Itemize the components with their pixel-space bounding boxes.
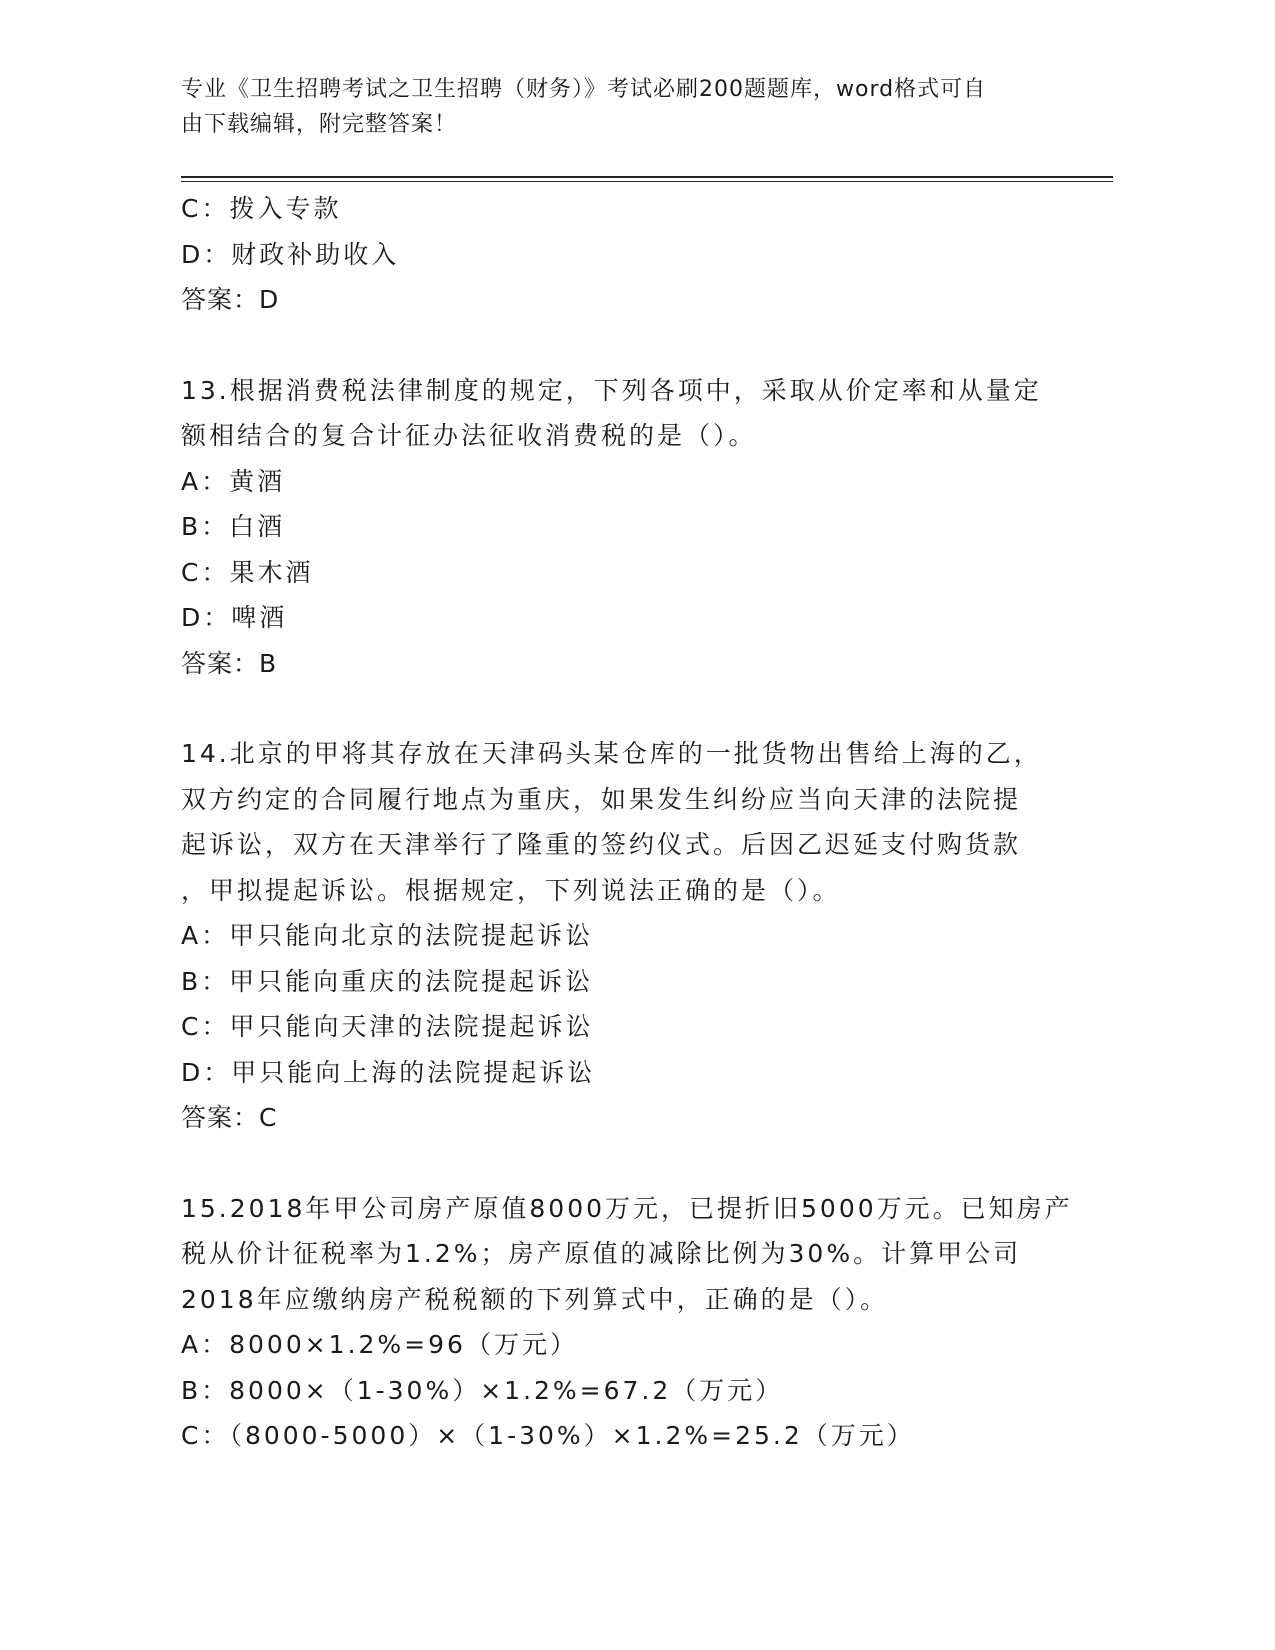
option-d: D：啤酒 xyxy=(181,603,288,632)
header-divider-thick xyxy=(181,176,1113,178)
option-d: D：财政补助收入 xyxy=(181,239,400,269)
header-divider-thin xyxy=(181,181,1113,182)
option-b: B：8000×（1-30%）×1.2%=67.2（万元） xyxy=(181,1375,784,1405)
question-stem-line: 税从价计征税率为1.2%；房产原值的减除比例为30%。计算甲公司 xyxy=(181,1239,1022,1268)
option-d: D：甲只能向上海的法院提起诉讼 xyxy=(181,1057,596,1087)
header-line-1: 专业《卫生招聘考试之卫生招聘（财务）》考试必刷200题题库，word格式可自 xyxy=(181,77,987,102)
option-c: C：果木酒 xyxy=(181,557,314,587)
question-stem-line: 14.北京的甲将其存放在天津码头某仓库的一批货物出售给上海的乙， xyxy=(181,739,1042,768)
option-c: C：（8000-5000）×（1-30%）×1.2%=25.2（万元） xyxy=(181,1421,915,1450)
question-stem-line: 双方约定的合同履行地点为重庆，如果发生纠纷应当向天津的法院提 xyxy=(181,784,1022,814)
question-12-continued xyxy=(181,186,1081,323)
question-stem-line: 15.2018年甲公司房产原值8000万元，已提折旧5000万元。已知房产 xyxy=(181,1193,1073,1223)
option-c: C：拨入专款 xyxy=(181,194,342,223)
answer-line: 答案：D xyxy=(181,285,280,314)
document-header xyxy=(181,72,1061,142)
option-b: B：白酒 xyxy=(181,512,286,541)
question-stem-line: 额相结合的复合计征办法征收消费税的是（）。 xyxy=(181,421,757,450)
answer-line: 答案：B xyxy=(181,648,278,678)
question-stem-line: 13.根据消费税法律制度的规定，下列各项中，采取从价定率和从量定 xyxy=(181,375,1042,405)
option-c: C：甲只能向天津的法院提起诉讼 xyxy=(181,1012,594,1041)
question-14 xyxy=(181,731,1081,1141)
option-a: A：8000×1.2%=96（万元） xyxy=(181,1330,578,1359)
question-15 xyxy=(181,1186,1081,1459)
question-13 xyxy=(181,368,1081,687)
question-stem-line: 起诉讼，双方在天津举行了隆重的签约仪式。后因乙迟延支付购货款 xyxy=(181,830,1022,859)
document-body xyxy=(181,186,1081,1459)
question-stem-line: 2018年应缴纳房产税税额的下列算式中，正确的是（）。 xyxy=(181,1284,889,1314)
option-b: B：甲只能向重庆的法院提起诉讼 xyxy=(181,966,594,996)
question-stem-line: ，甲拟提起诉讼。根据规定，下列说法正确的是（）。 xyxy=(181,875,841,905)
option-a: A：甲只能向北京的法院提起诉讼 xyxy=(181,921,594,950)
answer-line: 答案：C xyxy=(181,1103,278,1132)
option-a: A：黄酒 xyxy=(181,466,286,496)
header-line-2: 由下载编辑，附完整答案！ xyxy=(181,112,458,137)
